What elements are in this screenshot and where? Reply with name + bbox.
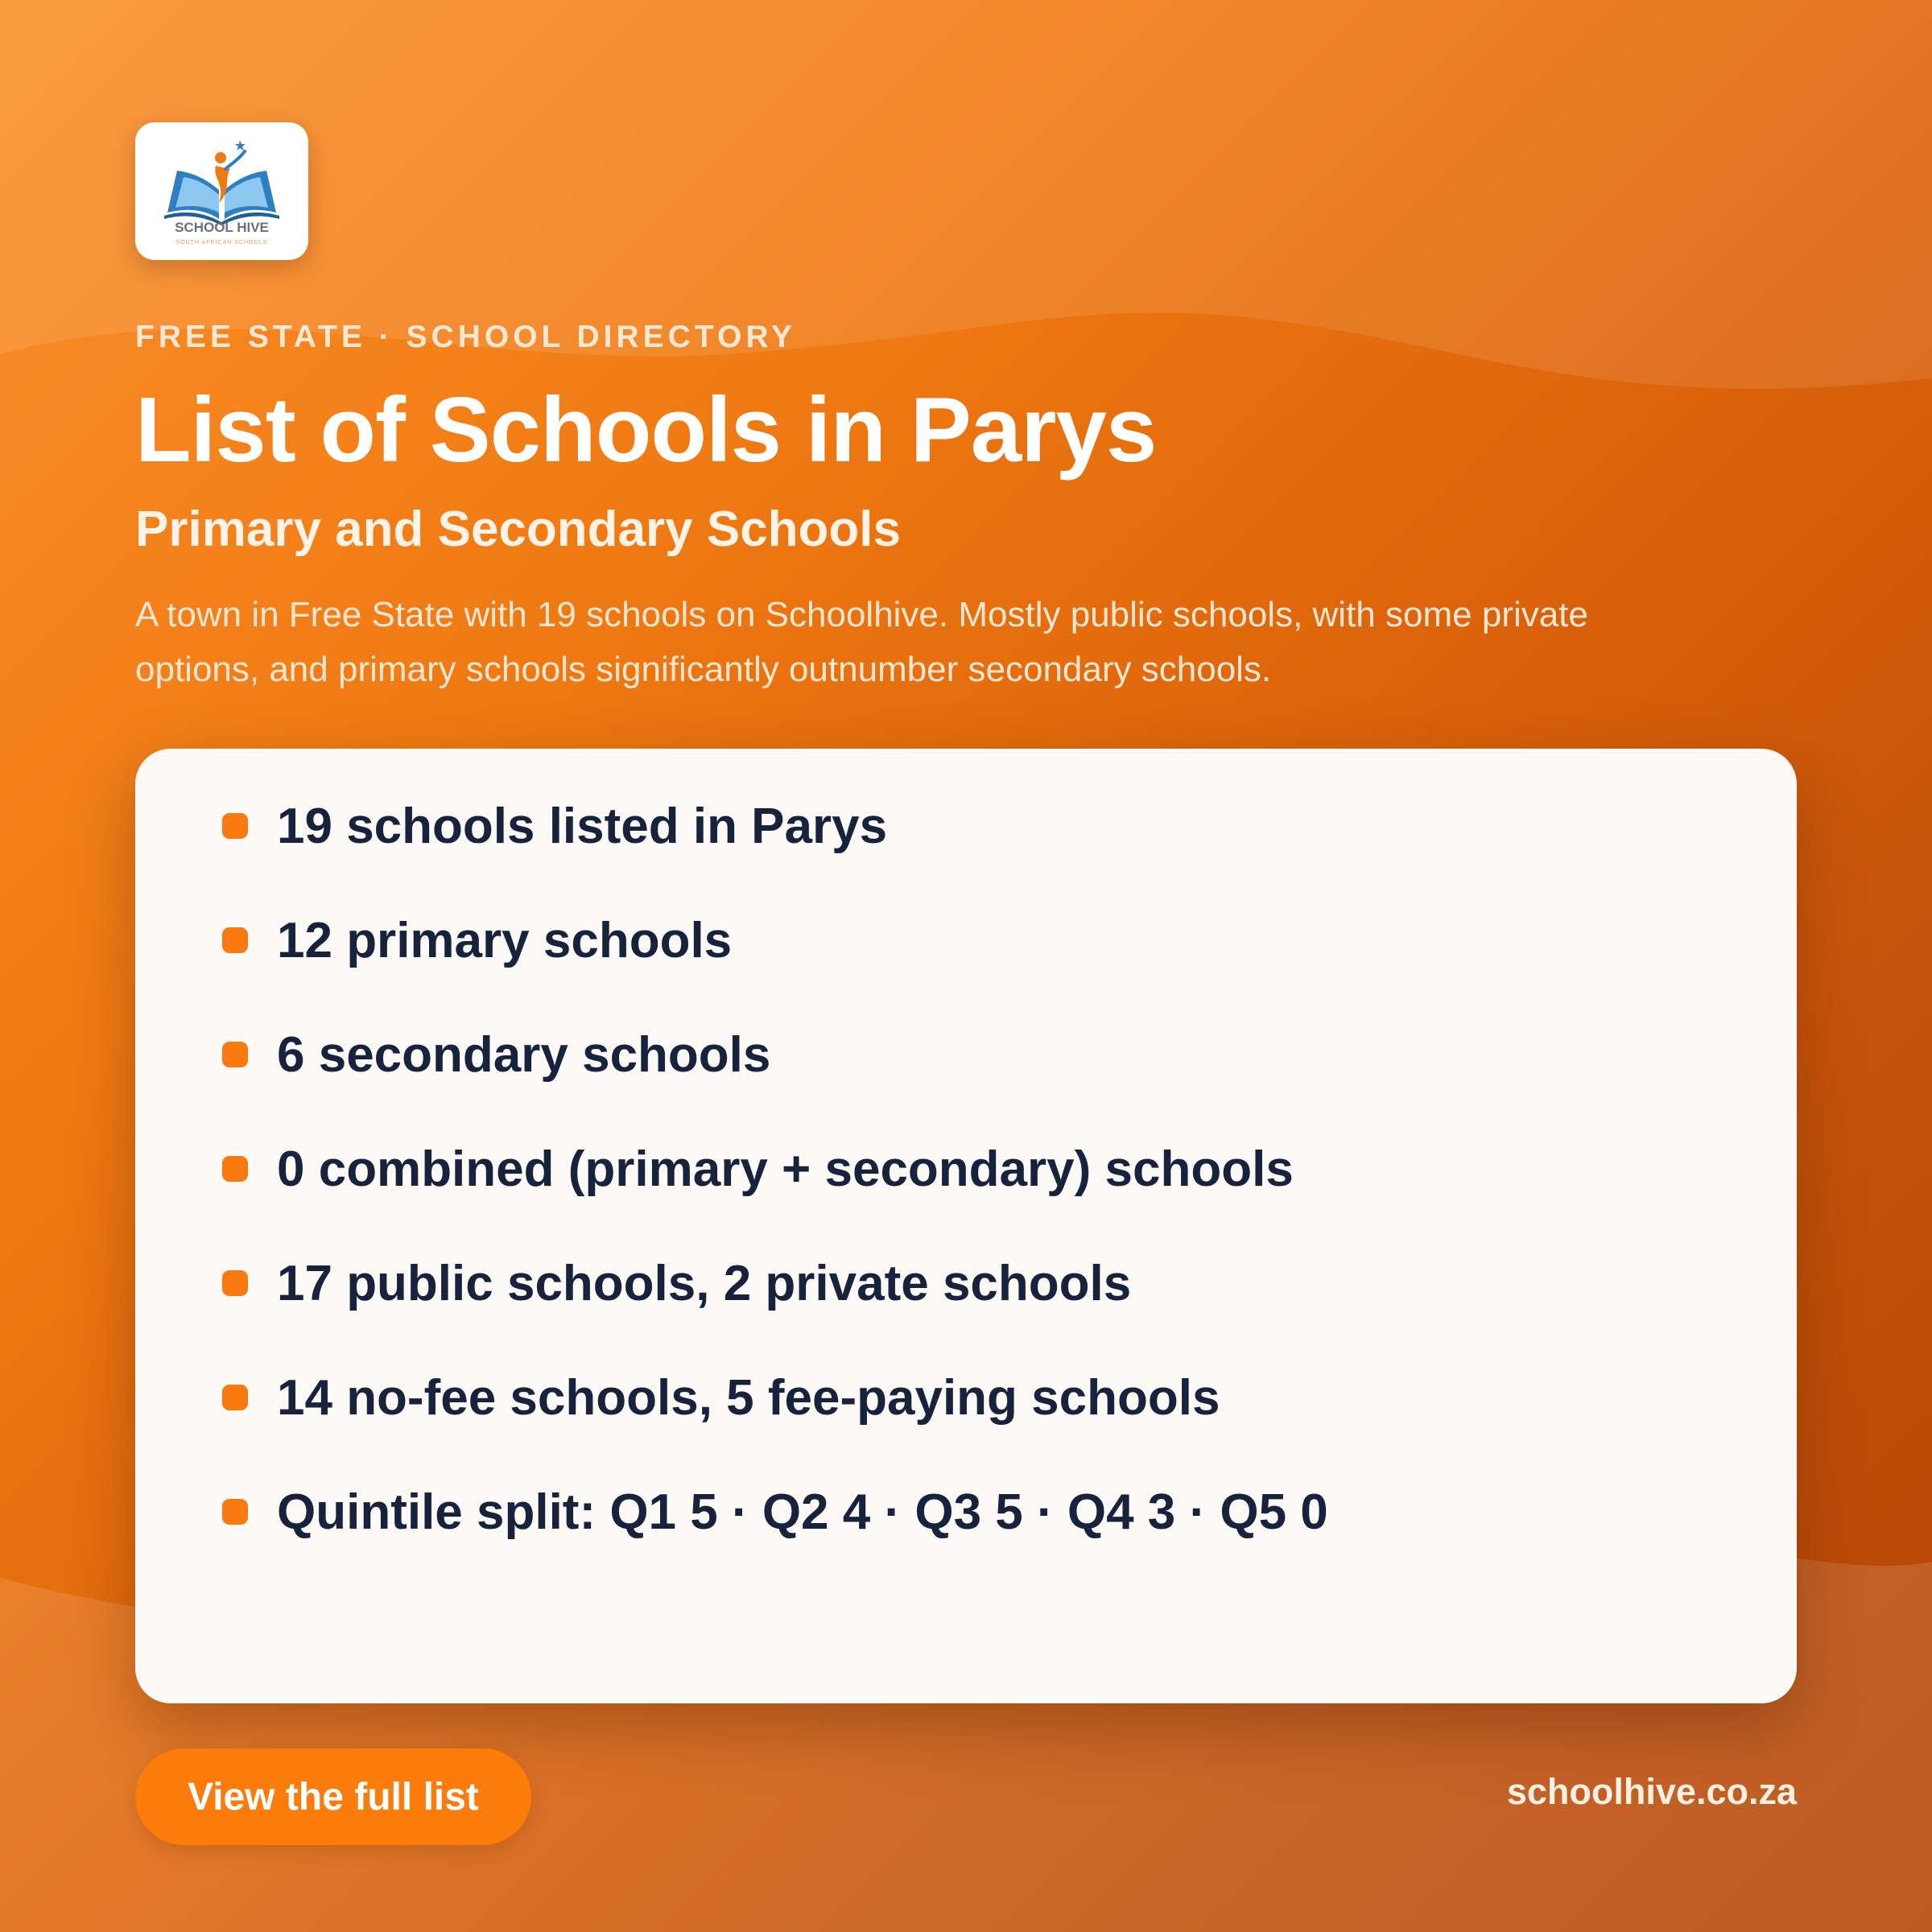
fact-item	[222, 794, 887, 858]
fact-item	[222, 1022, 770, 1087]
bullet-icon	[222, 1270, 248, 1296]
bullet-icon	[222, 1042, 248, 1067]
fact-text: 6 secondary schools	[277, 1026, 771, 1083]
site-url: schoolhive.co.za	[1506, 1771, 1797, 1812]
bullet-icon	[222, 1499, 248, 1525]
fact-text: 17 public schools, 2 private schools	[277, 1255, 1132, 1311]
fact-item	[222, 1365, 1220, 1430]
eyebrow-label: FREE STATE · SCHOOL DIRECTORY	[135, 320, 797, 354]
logo-tagline: SOUTH AFRICAN SCHOOLS	[175, 240, 268, 246]
fact-item	[222, 1251, 1131, 1315]
fact-text: 0 combined (primary + secondary) schools	[277, 1141, 1294, 1197]
page-title: List of Schools in Parys	[135, 379, 1157, 481]
fact-text: Quintile split: Q1 5 · Q2 4 · Q3 5 · Q4 3 · Q5 0	[277, 1484, 1328, 1540]
bullet-icon	[222, 1156, 248, 1182]
facts-card	[135, 749, 1797, 1703]
logo-card	[135, 122, 308, 260]
fact-item	[222, 1137, 1294, 1201]
bullet-icon	[222, 927, 248, 953]
logo-brand: SCHOOL HIVE	[175, 220, 269, 235]
school-hive-logo	[135, 122, 308, 260]
bullet-icon	[222, 813, 248, 839]
fact-text: 19 schools listed in Parys	[277, 798, 888, 854]
page-subtitle: Primary and Secondary Schools	[135, 502, 902, 557]
fact-text: 12 primary schools	[277, 912, 733, 968]
fact-item	[222, 1480, 1328, 1544]
view-full-list-button[interactable]: View the full list	[135, 1748, 531, 1845]
fact-text: 14 no-fee schools, 5 fee-paying schools	[277, 1369, 1220, 1426]
bullet-icon	[222, 1385, 248, 1410]
fact-item	[222, 908, 732, 972]
page-description: A town in Free State with 19 schools on Schoolhive. Mostly public schools, with some private options, and primary schools significantly outnumber secondary schools.	[135, 595, 1588, 689]
